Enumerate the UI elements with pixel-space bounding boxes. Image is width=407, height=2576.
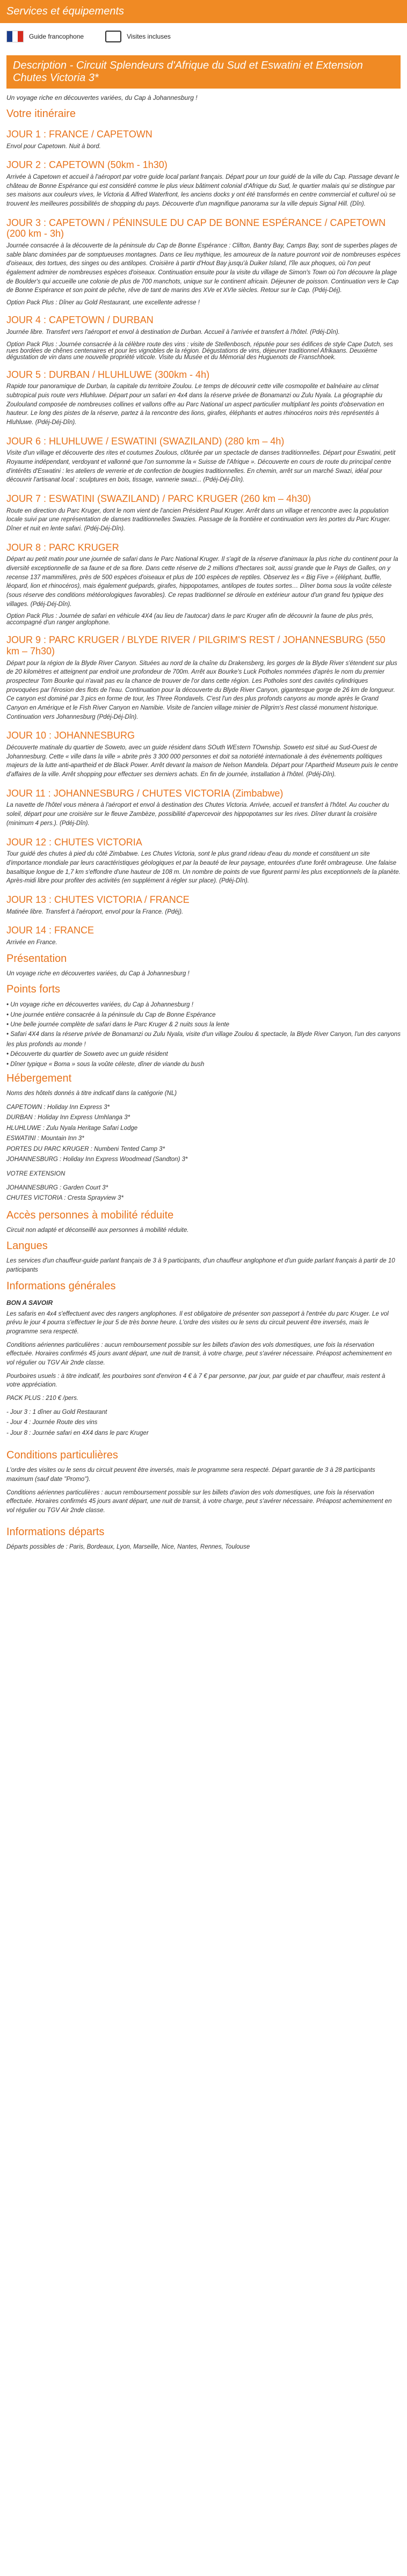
extension-hotel-item: JOHANNESBURG : Garden Court 3* bbox=[6, 1184, 108, 1191]
day-text: Départ au petit matin pour une journée de safari dans le Parc National Kruger. Il s'agit de la réserve d'animaux la plus riche du continent pour la diversité exceptionnelle de sa faune et de sa flore. Dans cette réserve de 2 millions d'hectares soit, aussi grande que le Pays de Galles, on y recense 137 mammifères, près de 500 espèces d'oiseaux et plus de 100 espèces de reptiles. Observez les « Big Five » (éléphant, buffle, léopard, lion et rhinocéros), mais également guépards, girafes, hippopotames, antilopes de toutes sortes… Dîner boma sous la voûte céleste (sous réserve des conditions météorologiques favorables). Ce repas traditionnel se déroule en extérieur autour d'un grand feu typique des villages. (Pdéj-Déj-Dîn). bbox=[6, 556, 398, 608]
hotel-list bbox=[0, 1100, 407, 1167]
day-text: Visite d'un village et découverte des rites et coutumes Zoulous, clôturée par un spectacle de danses traditionnelles. Départ pour Eswatini, petit Royaume indépendant, verdoyant et vallonné que l'on surnomme la « Suisse de l'Afrique ». Découverte en cours de route du principal centre d'intérêts d'Eswatini : les ateliers de verrerie et de confection de bougies traditionnelles. En chemin, arrêt sur un marché Swazi, idéal pour découvrir l'artisanat local : sculptures en bois, tissage, vannerie swazi... (Pdéj-Déj-Dîn). bbox=[6, 450, 396, 484]
points-item: • Une journée entière consacrée à la péninsule du Cap de Bonne Espérance bbox=[6, 1011, 216, 1018]
langues-text: Les services d'un chauffeur-guide parlant français de 3 à 9 participants, d'un chauffeur anglophone et d'un guide parlant français à partir de 10 participants bbox=[6, 1258, 395, 1274]
day-title: JOUR 14 : FRANCE bbox=[6, 925, 95, 936]
service-visits bbox=[105, 31, 171, 42]
itinerary-title: Votre itinéraire bbox=[6, 108, 76, 120]
day-title: JOUR 9 : PARC KRUGER / BLYDE RIVER / PILGRIM'S REST / JOHANNESBURG (550 km – 7h30) bbox=[6, 634, 386, 657]
day-title: JOUR 2 : CAPETOWN (50km - 1h30) bbox=[6, 159, 168, 171]
conditions-title: Conditions particulières bbox=[6, 1449, 118, 1462]
hotel-item: PORTES DU PARC KRUGER : Numbeni Tented Camp 3* bbox=[6, 1145, 165, 1152]
day-text: Journée libre. Transfert vers l'aéroport et envol à destination de Durban. Accueil à l'arrivée et transfert à l'hôtel. (Pdéj-Dîn). bbox=[6, 329, 340, 335]
day-text: Journée consacrée à la découverte de la péninsule du Cap de Bonne Espérance : Clifton, Bantry Bay, Camps Bay, sont de superbes plages de sable blanc dominées par de somptueuses montagnes. Dans ce lieu mythique, les amoureux de la nature pourront voir de nombreuses espèces d'oiseaux, des tortues, des singes ou des antilopes. Croisière à partir d'Hout Bay jusqu'à Duiker Island, l'île aux phoques, où l'on peut également admirer de nombreuses espèces d'oiseaux. Continuation ensuite pour la visite du village de Simon's Town où l'on découvre la plage de Boulder's qui accueille une colonie de plus de 700 manchots, unique sur le continent africain. Déjeuner de poisson. Continuation vers le Cap de Bonne Espérance et son point de pêche, rêve de tant de marins des XVe et XVIe siècles. Retour sur le Cap. (Pdéj-Déj). bbox=[6, 243, 401, 294]
pack-item: - Jour 4 : Journée Route des vins bbox=[6, 1419, 98, 1426]
service-visits-label: Visites incluses bbox=[127, 33, 171, 40]
points-item: • Safari 4X4 dans la réserve privée de Bonamanzi ou Zulu Nyala, visite d'un village Zoulou & spectacle, la Blyde River Canyon, l'un des canyons les plus profonds au monde ! bbox=[6, 1031, 401, 1048]
access-text: Circuit non adapté et déconseillé aux personnes à mobilité réduite. bbox=[6, 1227, 189, 1234]
day-text: Arrivée en France. bbox=[6, 939, 57, 946]
presentation-title: Présentation bbox=[6, 952, 67, 965]
day-text: Route en direction du Parc Kruger, dont le nom vient de l'ancien Président Paul Kruger. Arrêt dans un village et rencontre avec la population locale suivi par une représentation de danses traditionnelles Swazies. Passage de la frontière et continuation vers les portes du Parc Kruger. Dîner et nuit en lente safari. (Pdéj-Déj-Dîn). bbox=[6, 507, 391, 532]
hotel-item: CAPETOWN : Holiday Inn Express 3* bbox=[6, 1104, 110, 1111]
pack-item: - Jour 8 : Journée safari en 4X4 dans le parc Kruger bbox=[6, 1429, 149, 1436]
service-guide bbox=[6, 31, 84, 42]
hebergement-intro: Noms des hôtels donnés à titre indicatif dans la catégorie (NL) bbox=[6, 1090, 177, 1097]
ticket-icon bbox=[105, 31, 121, 42]
day-title: JOUR 10 : JOHANNESBURG bbox=[6, 730, 135, 741]
infos-paragraph: Pourboires usuels : à titre indicatif, les pourboires sont d'environ 4 € à 7 € par personne, par jour, par guide et par chauffeur, mais restent à votre appréciation. bbox=[6, 1373, 386, 1389]
conditions-paragraph: L'ordre des visites ou le sens du circuit peuvent être inversés, mais le programme sera respecté. Départ garantie de 3 à 28 participants maximum (sauf date "Promo"). bbox=[6, 1467, 375, 1483]
infos-paragraphs bbox=[0, 1308, 407, 1392]
hotel-item: HLUHLUWE : Zulu Nyala Heritage Safari Lodge bbox=[6, 1125, 138, 1132]
presentation-text: Un voyage riche en découvertes variées, du Cap à Johannesburg ! bbox=[6, 970, 190, 977]
extension-hotel-item: CHUTES VICTORIA : Cresta Sprayview 3* bbox=[6, 1195, 123, 1202]
services-header: Services et équipements bbox=[0, 0, 407, 23]
infos-paragraph: Les safaris en 4x4 s'effectuent avec des rangers anglophones. Il est obligatoire de présenter son passeport à l'entrée du parc Kruger. Le vol prévu le jour 4 pourra s'effectuer le jour 5 de très bonne heure. L'ordre des visites ou le sens du circuit peuvent être inversés, mais le programme sera respecté. bbox=[6, 1310, 389, 1336]
day-title: JOUR 5 : DURBAN / HLUHLUWE (300km - 4h) bbox=[6, 369, 210, 380]
day-text: Rapide tour panoramique de Durban, la capitale du territoire Zoulou. Le temps de découvrir cette ville cosmopolite et balnéaire au climat subtropical puis route vers Hluhluwe. Départ pour un safari en 4x4 dans la réserve privée de Bonamanzi ou Zulu Nyala. La géographie du Zoulouland composée de nombreuses collines et vallons offre au Parc National un aspect particulier multipliant les points d'observation en hauteur. Le long des pistes de la réserve, partez à la rencontre des lions, girafes, éléphants et autres rhinocéros noirs très représentés à Hluhluwe. (Pdéj-Déj-Dîn). bbox=[6, 383, 384, 426]
points-title: Points forts bbox=[6, 983, 61, 996]
day-option: Option Pack Plus : Dîner au Gold Restaurant, une excellente adresse ! bbox=[6, 300, 200, 307]
day-text: Matinée libre. Transfert à l'aéroport, envol pour la France. (Pdéj). bbox=[6, 908, 184, 915]
hotel-item: ESWATINI : Mountain Inn 3* bbox=[6, 1135, 84, 1142]
pack-list bbox=[0, 1405, 407, 1441]
day-text: La navette de l'hôtel vous mènera à l'aéroport et envol à destination des Chutes Victoria. Arrivée, accueil et transfert à l'hôtel. Au coucher du soleil, départ pour une croisière sur le fleuve Zambèze, possibilité d'apercevoir des hippopotames sur les rives. Dîner durant la croisière (minimum 4 pers.). (Pdéj-Dîn). bbox=[6, 802, 389, 827]
service-guide-label: Guide francophone bbox=[29, 33, 84, 40]
departs-title: Informations départs bbox=[6, 1526, 105, 1538]
day-title: JOUR 12 : CHUTES VICTORIA bbox=[6, 836, 142, 848]
pack-title: PACK PLUS : 210 € /pers. bbox=[6, 1395, 79, 1402]
extension-hotel-list bbox=[0, 1181, 407, 1206]
points-item: • Découverte du quartier de Soweto avec un guide résident bbox=[6, 1051, 168, 1058]
day-title: JOUR 11 : JOHANNESBURG / CHUTES VICTORIA (Zimbabwe) bbox=[6, 787, 284, 799]
extension-title: VOTRE EXTENSION bbox=[6, 1170, 66, 1177]
day-title: JOUR 4 : CAPETOWN / DURBAN bbox=[6, 315, 154, 326]
conditions-paragraph: Conditions aériennes particulières : aucun remboursement possible sur les billets d'avion des vols domestiques, une fois la réservation effectuée. Horaires confirmés 45 jours avant départ, une nuit de transit, à votre charge, peut s'avérer nécessaire. Préapost acheminement en vol régulier ou TGV Air 2nde classe. bbox=[6, 1489, 392, 1514]
infos-title: Informations générales bbox=[6, 1280, 116, 1292]
points-item: • Un voyage riche en découvertes variées, du Cap à Johannesburg ! bbox=[6, 1002, 193, 1009]
day-title: JOUR 6 : HLUHLUWE / ESWATINI (SWAZILAND) (280 km – 4h) bbox=[6, 435, 285, 447]
hotel-item: DURBAN : Holiday Inn Express Umhlanga 3* bbox=[6, 1114, 130, 1121]
langues-title: Langues bbox=[6, 1240, 48, 1252]
day-option: Option Pack Plus : Journée consacrée à la célèbre route des vins : visite de Stellenbosch, réputée pour ses édifices de style Cape Dutch, ses rues bordées de chênes centenaires et pour les vignobles de la région. Dégustations de vins, déjeuner traditionnel Afrikaans. Deuxième dégustation de vin dans une nouvelle propriété viticole. Visite du Musée et du Mémorial des Huguenots de Franschhoek. bbox=[6, 341, 393, 361]
description-header: Description - Circuit Splendeurs d'Afrique du Sud et Eswatini et Extension Chutes Victoria 3* bbox=[6, 55, 401, 89]
services-row bbox=[0, 23, 407, 52]
departs-text: Départs possibles de : Paris, Bordeaux, Lyon, Marseille, Nice, Nantes, Rennes, Toulouse bbox=[6, 1543, 250, 1550]
description-intro: Un voyage riche en découvertes variées, du Cap à Johannesburg ! bbox=[6, 94, 198, 101]
french-flag-icon bbox=[6, 31, 24, 42]
day-text: Arrivée à Capetown et accueil à l'aéroport par votre guide local parlant français. Départ pour un tour guidé de la ville du Cap. Passage devant le château de Bonne Espérance qui est considéré comme le plus vieux bâtiment colonial d'Afrique du Sud, le quartier malais qui se distingue par ses maisons aux couleurs vives, le Victoria & Alfred Waterfront, les anciens docks y ont été transformés en centre commercial et culturel où se trouvent les meilleures possibilités de shopping du pays. Découverte d'un magnifique panorama sur la ville depuis Signal Hill. (Dîn). bbox=[6, 174, 399, 208]
conditions-paragraphs bbox=[0, 1464, 407, 1517]
day-text: Envol pour Capetown. Nuit à bord. bbox=[6, 143, 101, 150]
day-text: Découverte matinale du quartier de Soweto, avec un guide résident dans SOuth WEstern TOwnship. Soweto est situé au Sud-Ouest de Johannesburg. Cette « ville dans la ville » abrite près 3 300 000 personnes et doit sa notoriété internationale à des évènements politiques majeurs de la lutte anti-apartheid et de Black Power. Arrêt devant la maison de Nelson Mandela. Départ pour l'Apartheid Museum puis le centre d'affaires de la ville. Arrêt shopping pour effectuer ses derniers achats. En fin de journée, installation à l'hôtel. (Pdéj-Dîn). bbox=[6, 745, 398, 778]
day-title: JOUR 8 : PARC KRUGER bbox=[6, 542, 119, 553]
hotel-item: JOHANNESBURG : Holiday Inn Express Woodmead (Sandton) 3* bbox=[6, 1156, 188, 1163]
day-text: Tour guidé des chutes à pied du côté Zimbabwe. Les Chutes Victoria, sont le plus grand rideau d'eau du monde et constituent un site d'importance mondiale par leurs caractéristiques géologiques et par la beauté de leur paysage, entourées d'une forêt ombrageuse. Une falaise basaltique longue de 1,7 km s'effondre d'une hauteur de 108 m. Un nombre de points de vue figurent parmi les plus exceptionnels de la planète. Après-midi libre pour profiter des activités (en supplément à régler sur place). (Pdéj-Dîn). bbox=[6, 851, 401, 885]
points-item: • Une belle journée complète de safari dans le Parc Kruger & 2 nuits sous la lente bbox=[6, 1021, 230, 1028]
infos-paragraph: Conditions aériennes particulières : aucun remboursement possible sur les billets d'avion des vols domestiques, une fois la réservation effectuée. Horaires confirmés 45 jours avant départ, une nuit de transit, à votre charge, peut s'avérer nécessaire. Préapost acheminement en vol régulier ou TGV Air 2nde classe. bbox=[6, 1341, 392, 1367]
day-title: JOUR 7 : ESWATINI (SWAZILAND) / PARC KRUGER (260 km – 4h30) bbox=[6, 493, 311, 504]
pack-item: - Jour 3 : 1 dîner au Gold Restaurant bbox=[6, 1409, 107, 1415]
itinerary-days bbox=[0, 122, 407, 950]
day-title: JOUR 1 : FRANCE / CAPETOWN bbox=[6, 129, 152, 140]
day-title: JOUR 3 : CAPETOWN / PÉNINSULE DU CAP DE BONNE ESPÉRANCE / CAPETOWN (200 km - 3h) bbox=[6, 217, 386, 239]
access-title: Accès personnes à mobilité réduite bbox=[6, 1209, 174, 1221]
day-text: Départ pour la région de la Blyde River Canyon. Situées au nord de la chaîne du Drakensberg, les gorges de la Blyde River s'étendent sur plus de 20 kilomètres et atteignent par endroit une profondeur de 700m. Arrêt aux Bourke's Luck Potholes nommées d'après le nom du premier prospecteur Tom Bourke qui n'avait pas eu la chance de trouver de l'or dans cette région. Les Potholes sont des cavités cylindriques provoquées par l'érosion des flots de l'eau. Continuation pour la découverte du Blyde River Canyon, gigantesque gorge de 26 km de longueur. Ce canyon est dominé par 3 pics en forme de tour, les Three Rondavels. C'est l'un des plus profonds canyons au monde après le Grand Canyon en Amérique et le Fish River Canyon en Namibie. Visite de l'ancien village minier de Pilgrim's Rest classé monument historique. Continuation vers Johannesburg (Pdéj-Déj-Dîn). bbox=[6, 660, 397, 720]
day-option: Option Pack Plus : Journée de safari en véhicule 4X4 (au lieu de l'autocar) dans le parc Kruger afin de découvrir la faune de plus près, accompagné d'un ranger anglophone. bbox=[6, 613, 374, 626]
points-list bbox=[0, 1000, 407, 1069]
points-item: • Dîner typique « Boma » sous la voûte céleste, dîner de viande du bush bbox=[6, 1061, 205, 1068]
day-title: JOUR 13 : CHUTES VICTORIA / FRANCE bbox=[6, 894, 190, 905]
infos-subtitle: BON A SAVOIR bbox=[6, 1298, 53, 1307]
hebergement-title: Hébergement bbox=[6, 1072, 72, 1084]
